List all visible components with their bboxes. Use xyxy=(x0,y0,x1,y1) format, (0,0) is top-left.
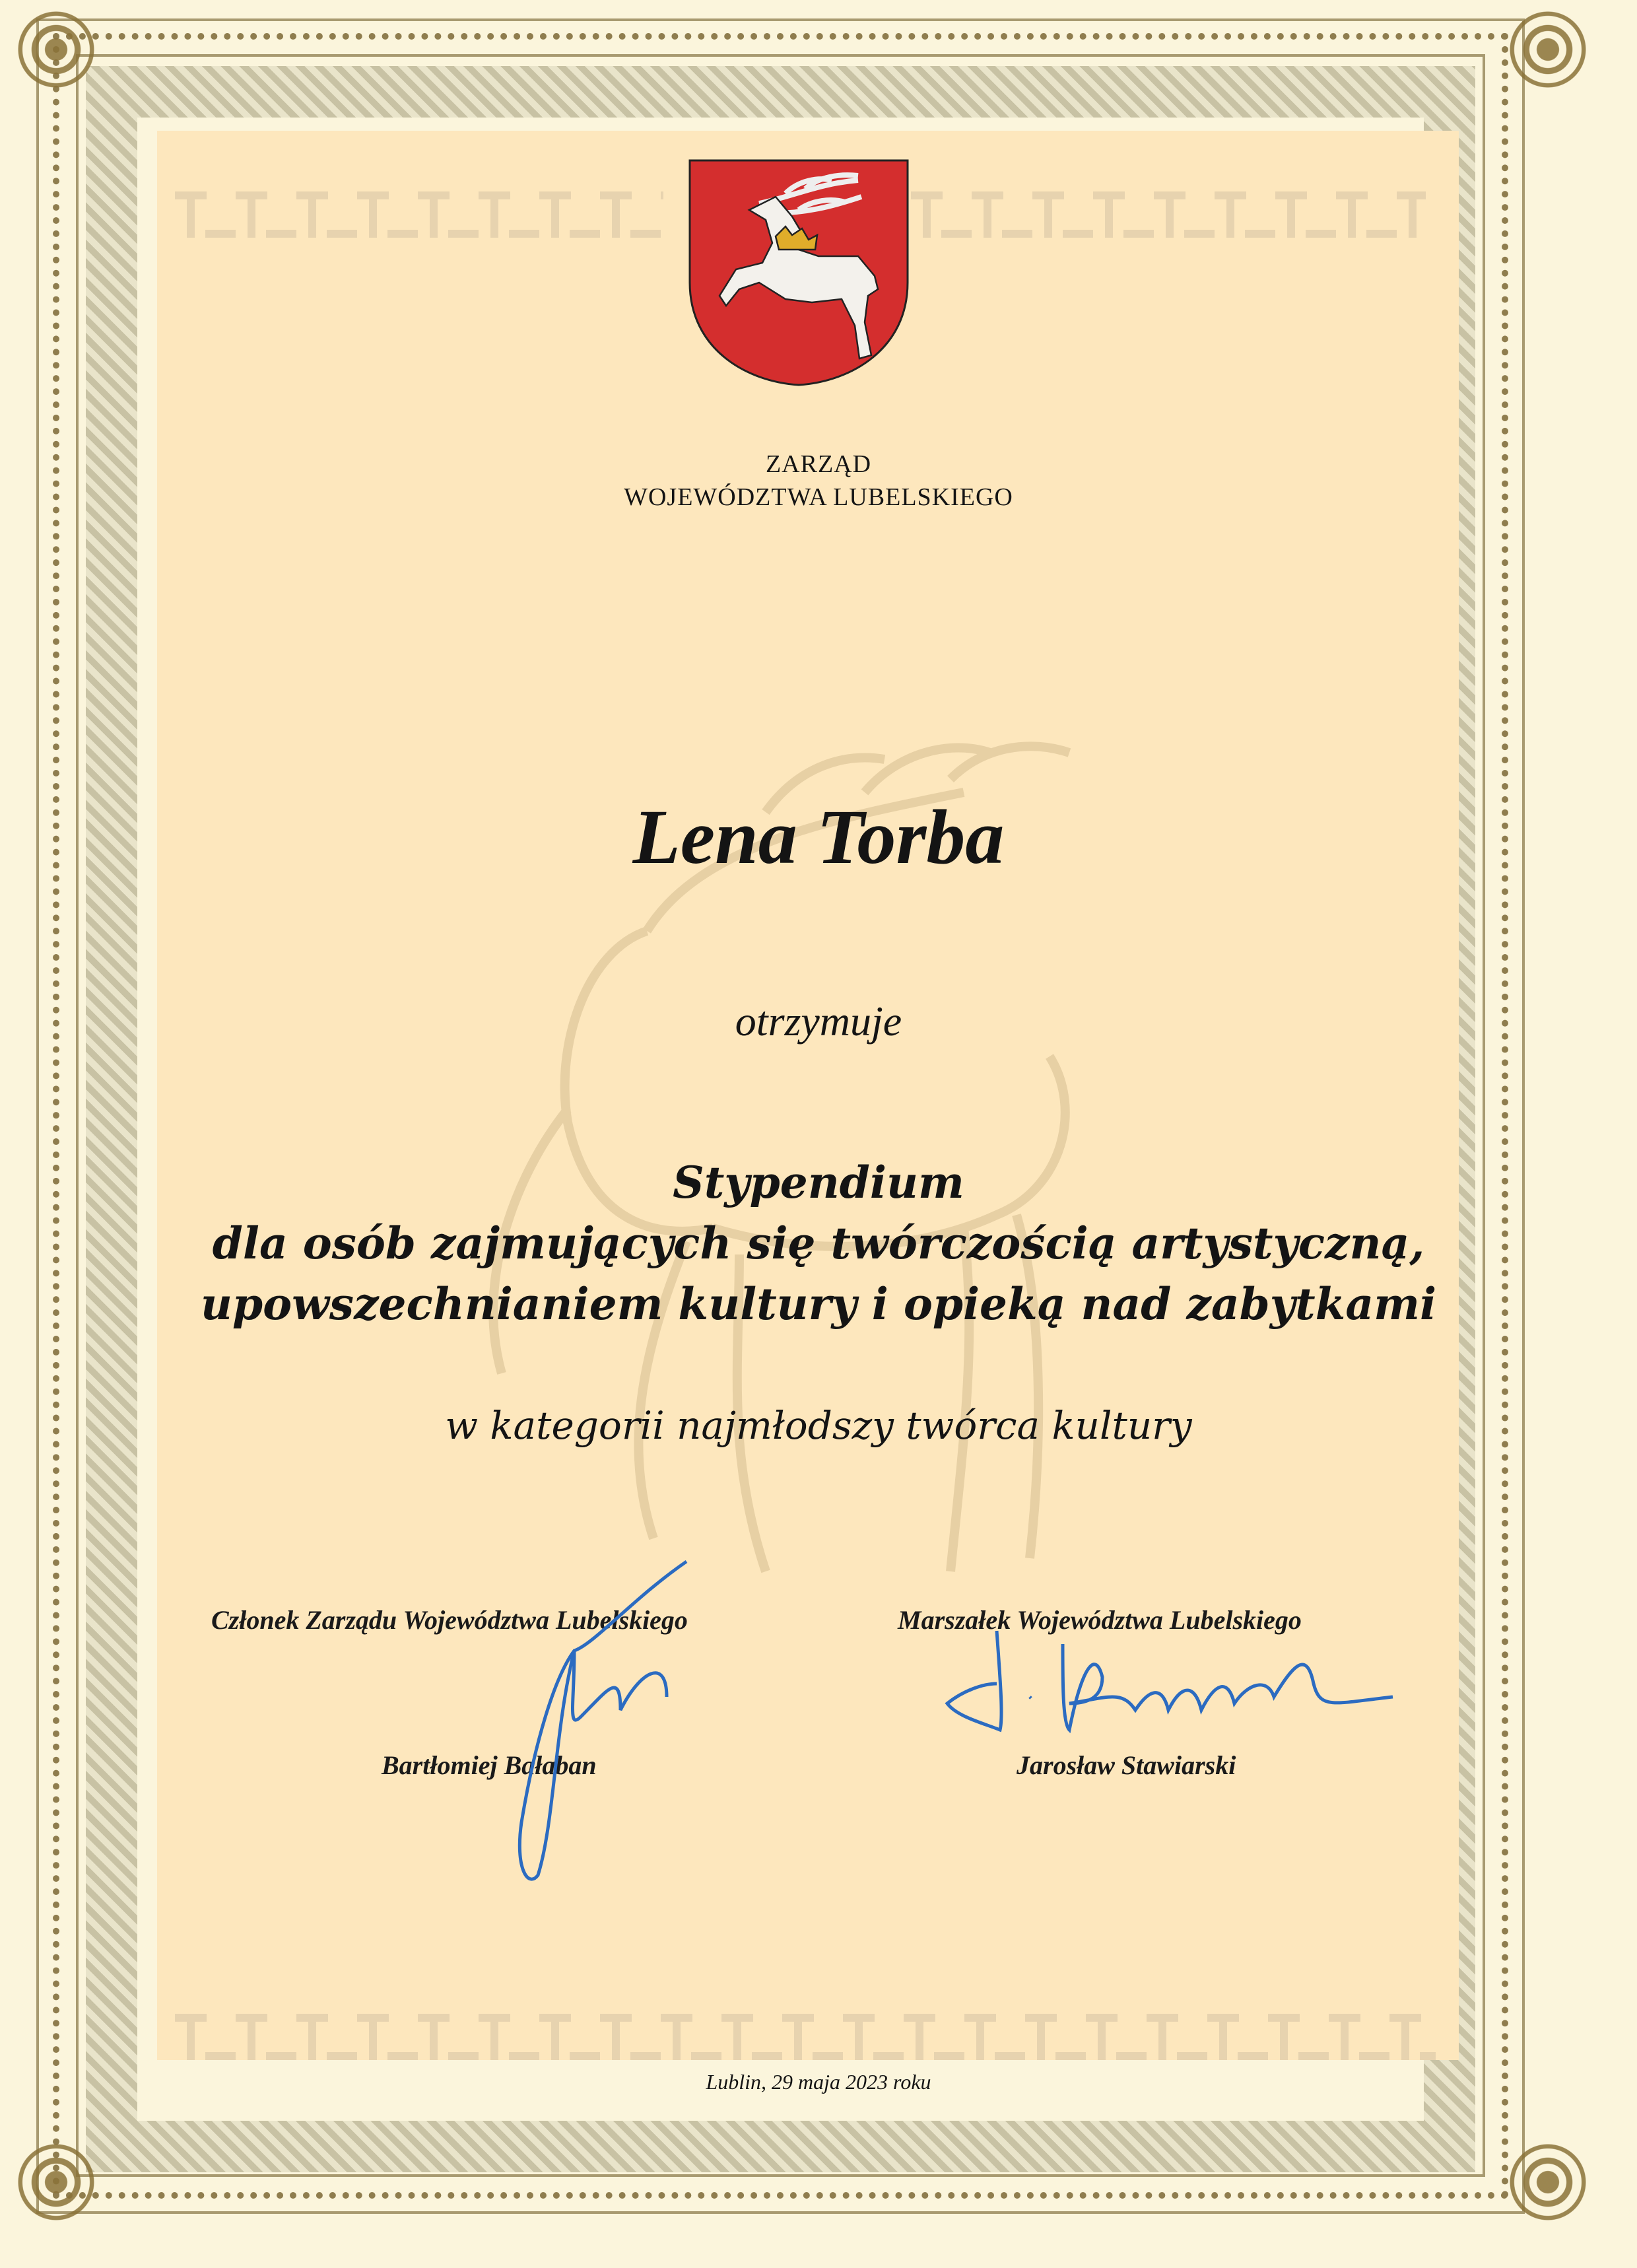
award-line-2: dla osób zajmujących się twórczością artystyczną, xyxy=(212,1218,1425,1269)
coat-of-arms-deer-icon xyxy=(686,157,911,388)
corner-ornament-icon xyxy=(13,2139,99,2225)
place-and-date: Lublin, 29 maja 2023 roku xyxy=(706,2070,931,2094)
award-title: Stypendium xyxy=(673,1157,964,1208)
issuer-line-2: WOJEWÓDZTWA LUBELSKIEGO xyxy=(624,483,1013,511)
meander-bottom xyxy=(175,2014,1436,2060)
signatory-2-title: Marszałek Województwa Lubelskiego xyxy=(898,1605,1302,1635)
signatory-1-title: Członek Zarządu Województwa Lubelskiego xyxy=(211,1605,688,1635)
issuer-line-1: ZARZĄD xyxy=(765,450,872,478)
signature-1-icon xyxy=(356,1558,700,1902)
corner-ornament-icon xyxy=(13,7,99,92)
corner-ornament-icon xyxy=(1505,2139,1591,2225)
signature-2-icon xyxy=(937,1624,1413,1756)
signatory-1-name: Bartłomiej Bałaban xyxy=(382,1750,597,1780)
issuer-name xyxy=(0,448,1637,514)
signatory-2-name: Jarosław Stawiarski xyxy=(1017,1750,1236,1780)
meander-top-left xyxy=(175,191,663,238)
recipient-name: Lena Torba xyxy=(632,794,1005,880)
meander-top-right xyxy=(911,191,1426,238)
award-line-3: upowszechnianiem kultury i opieką nad zabytkami xyxy=(200,1278,1437,1330)
award-description xyxy=(0,1152,1637,1334)
corner-ornament-icon xyxy=(1505,7,1591,92)
receives-text: otrzymuje xyxy=(735,998,902,1045)
award-category: w kategorii najmłodszy twórca kultury xyxy=(445,1403,1192,1448)
